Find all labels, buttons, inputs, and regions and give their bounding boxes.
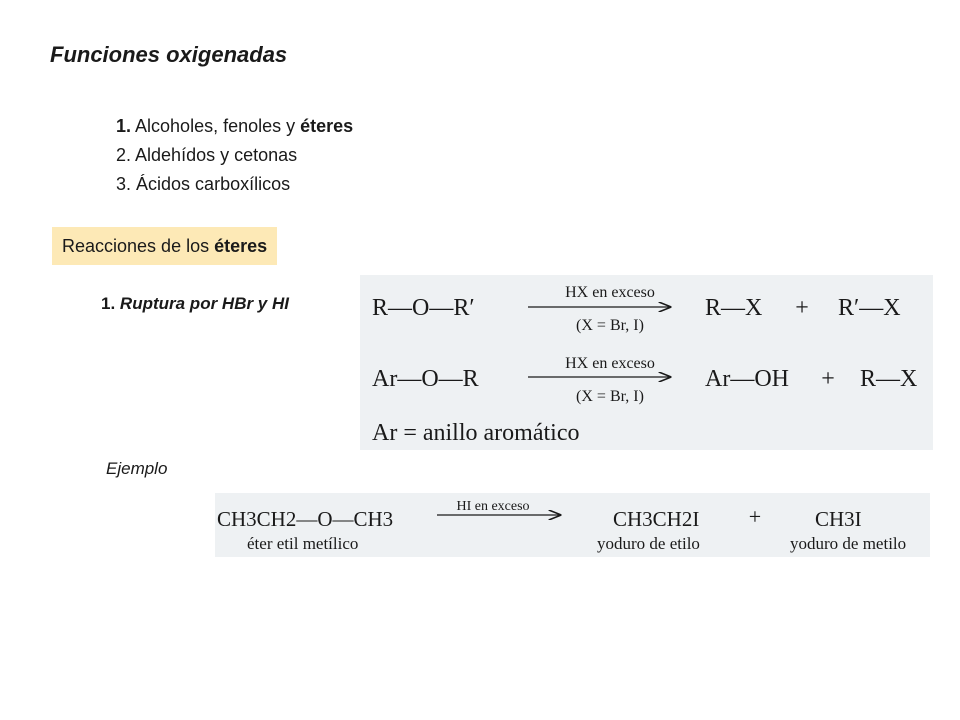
example-reactant: CH3CH2—O—CH3 bbox=[217, 507, 394, 531]
subsection-number: 1. bbox=[101, 294, 116, 313]
reactant-ether: R—O—R′ bbox=[372, 295, 475, 321]
subsection-heading bbox=[101, 294, 289, 314]
example-panel bbox=[215, 493, 930, 557]
example-reactant-name: éter etil metílico bbox=[247, 534, 359, 553]
section-heading-text: Reacciones de los bbox=[62, 236, 215, 256]
topic-item bbox=[116, 141, 353, 170]
example-scheme bbox=[215, 493, 930, 557]
section-heading-bold: éteres bbox=[214, 236, 268, 256]
product-2: R′—X bbox=[838, 295, 901, 321]
topic-text: Alcoholes, fenoles y bbox=[135, 116, 301, 136]
condition-label: (X = Br, I) bbox=[576, 388, 644, 405]
example-product-2-name: yoduro de metilo bbox=[790, 534, 907, 553]
reactant-aryl-ether: Ar—O—R bbox=[372, 366, 479, 392]
plus-sign: + bbox=[821, 366, 835, 392]
aryl-note: Ar = anillo aromático bbox=[372, 420, 580, 446]
example-reagent: HI en exceso bbox=[456, 499, 530, 514]
topic-item bbox=[116, 170, 353, 199]
product-2: R—X bbox=[860, 366, 918, 392]
reagent-label: HX en exceso bbox=[565, 355, 655, 372]
topic-text: Aldehídos y cetonas bbox=[135, 145, 298, 165]
example-label: Ejemplo bbox=[106, 459, 168, 478]
subsection-text: Ruptura por HBr y HI bbox=[119, 294, 289, 313]
topic-text: Ácidos carboxílicos bbox=[136, 174, 291, 194]
example-product-2: CH3I bbox=[815, 507, 862, 531]
product-1: Ar—OH bbox=[705, 366, 789, 392]
topic-number: 1. bbox=[116, 116, 132, 136]
topic-list bbox=[116, 112, 353, 199]
condition-label: (X = Br, I) bbox=[576, 317, 644, 334]
reaction-panel bbox=[360, 275, 933, 450]
reaction-scheme bbox=[360, 275, 933, 450]
section-heading bbox=[52, 227, 277, 265]
example-product-1: CH3CH2I bbox=[613, 507, 700, 531]
plus-sign: + bbox=[748, 504, 762, 529]
topic-number: 3. bbox=[116, 174, 132, 194]
topic-text-bold: éteres bbox=[300, 116, 354, 136]
product-1: R—X bbox=[705, 295, 763, 321]
page-title: Funciones oxigenadas bbox=[50, 42, 288, 67]
reagent-label: HX en exceso bbox=[565, 284, 655, 301]
topic-number: 2. bbox=[116, 145, 132, 165]
plus-sign: + bbox=[795, 295, 809, 321]
topic-item bbox=[116, 112, 353, 141]
example-product-1-name: yoduro de etilo bbox=[597, 534, 700, 553]
